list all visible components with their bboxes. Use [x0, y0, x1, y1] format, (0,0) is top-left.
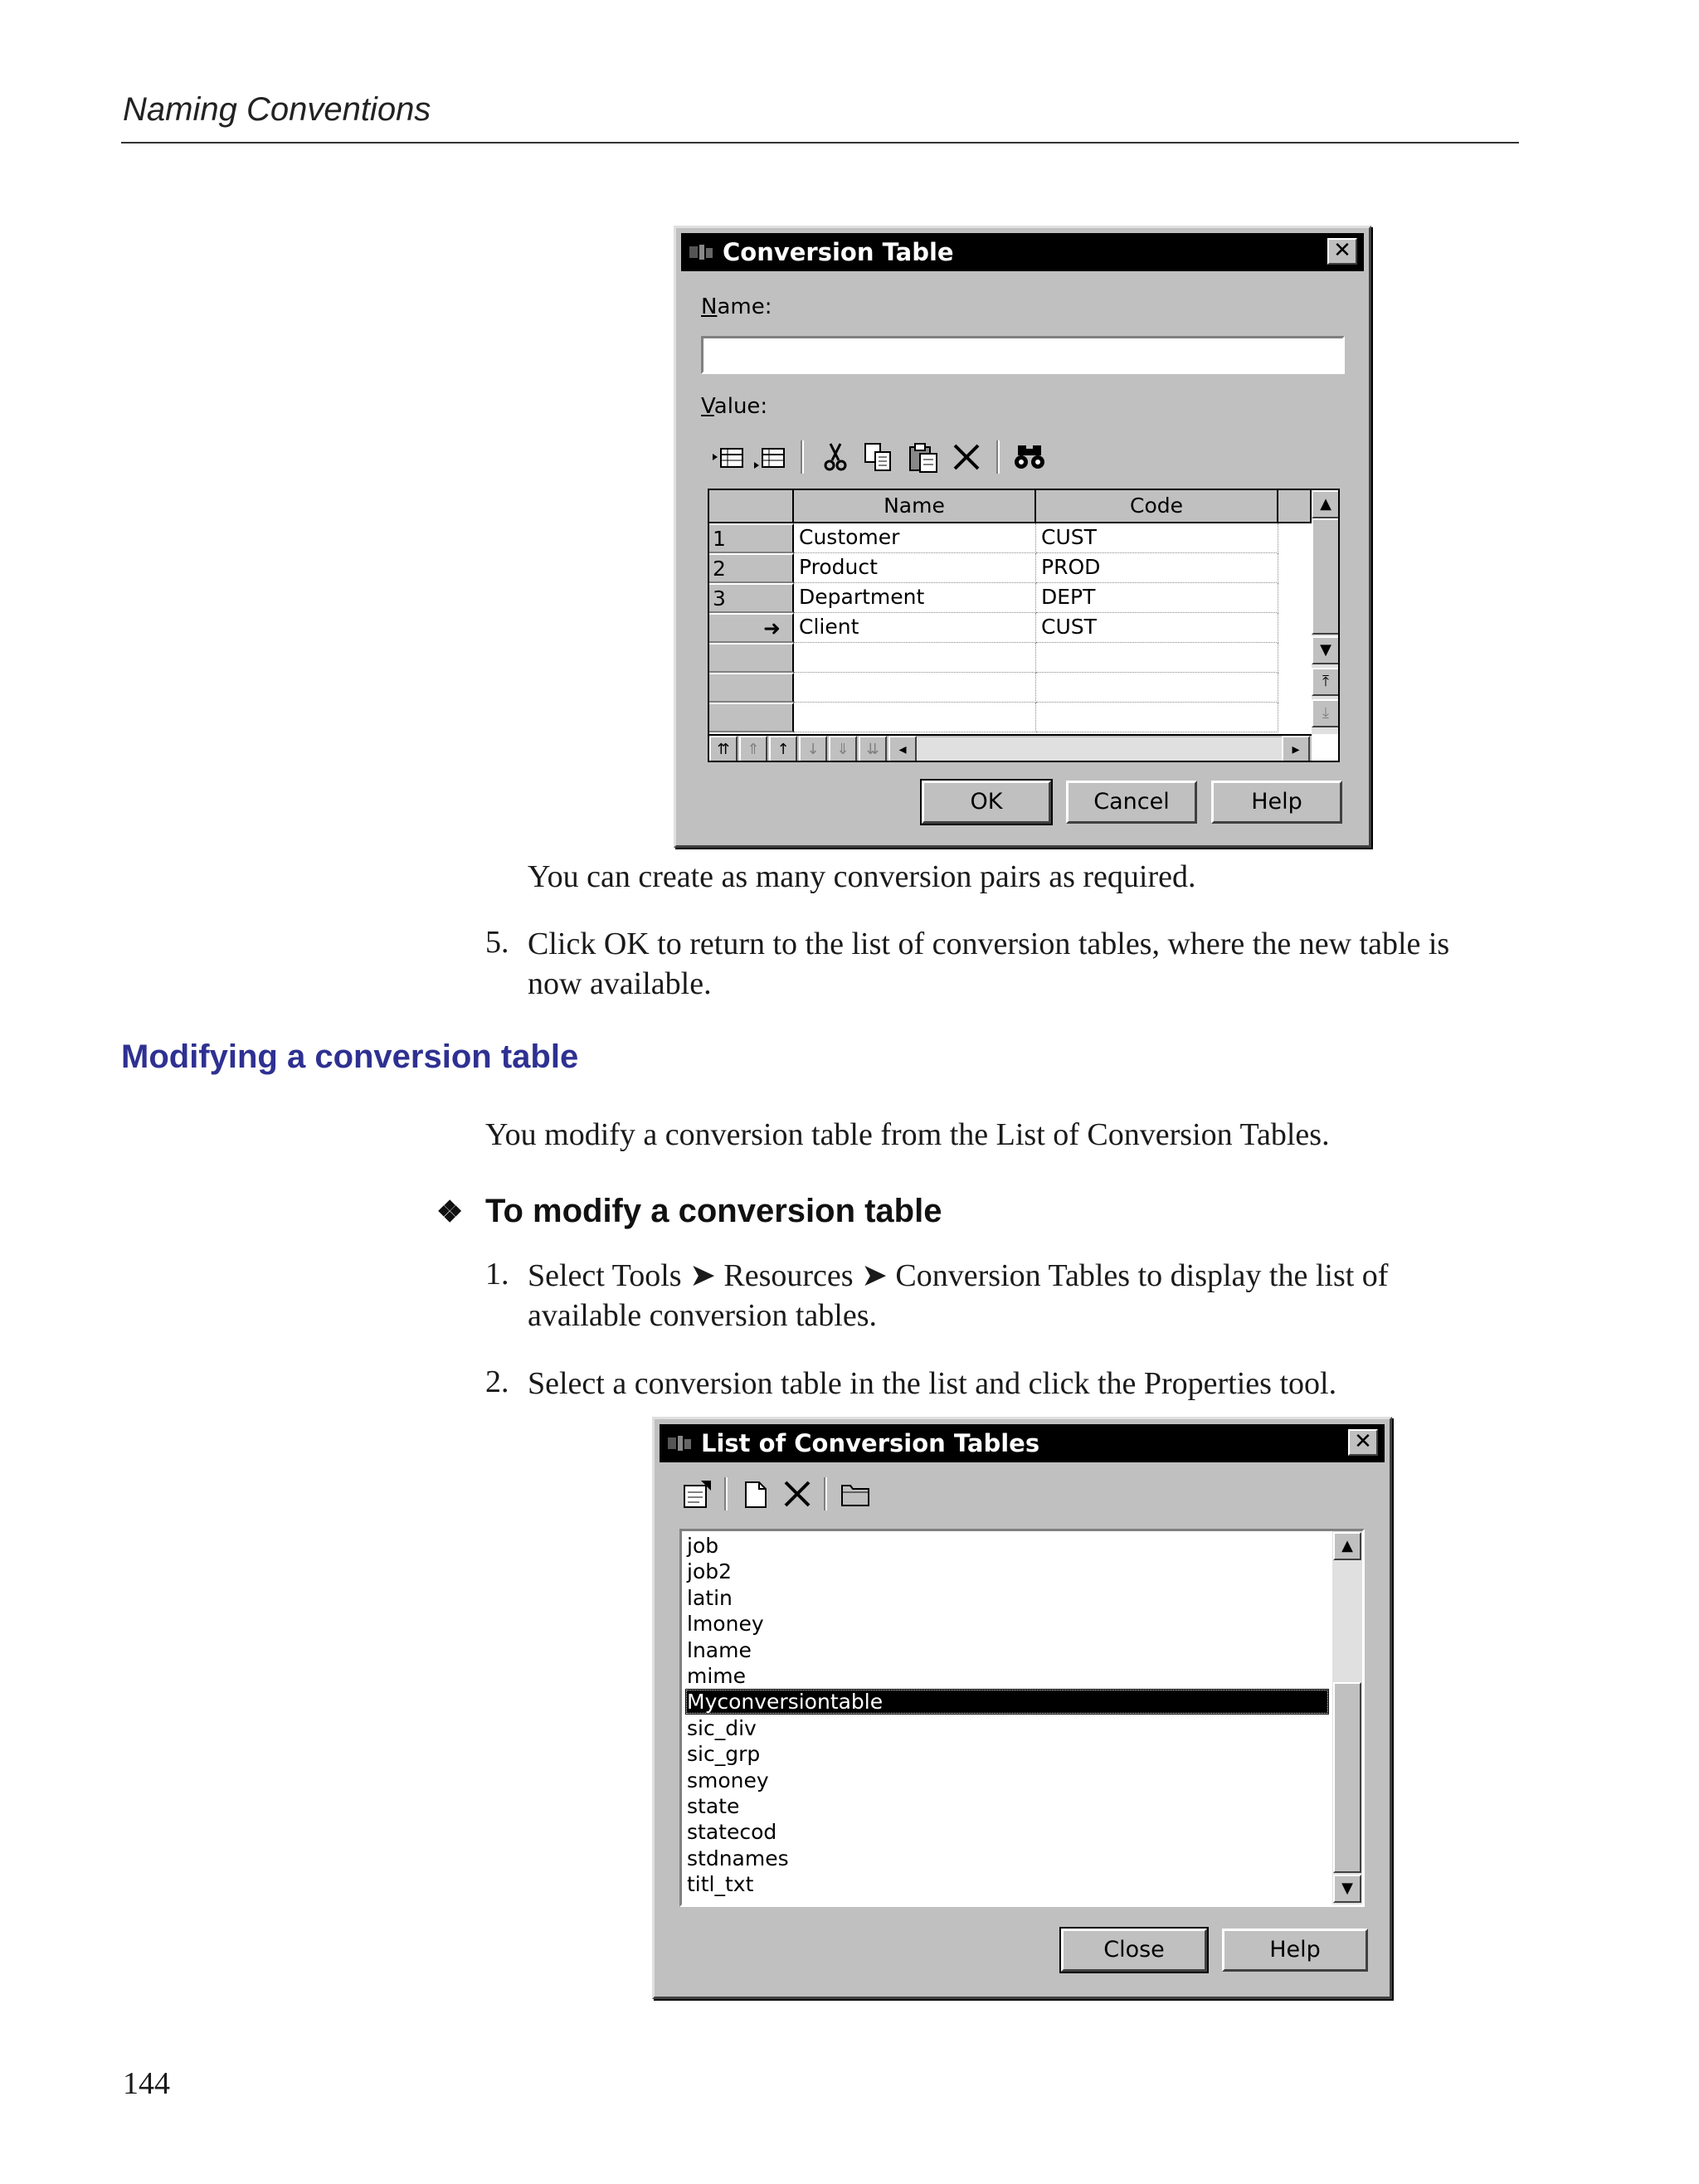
dialog-titlebar[interactable]	[681, 233, 1364, 271]
dialog-title: Conversion Table	[723, 238, 954, 266]
row-marker[interactable]: ➜	[709, 613, 794, 643]
cell-code[interactable]: CUST	[1036, 613, 1278, 643]
row-marker[interactable]: 1	[709, 523, 794, 553]
list-item[interactable]: smoney	[687, 1768, 769, 1792]
row-marker[interactable]	[709, 703, 794, 732]
cell-name[interactable]: Department	[794, 583, 1036, 613]
cell-code[interactable]	[1036, 673, 1278, 703]
row-marker[interactable]: 3	[709, 583, 794, 613]
toolbar-separator	[724, 1477, 728, 1510]
row-marker[interactable]	[709, 643, 794, 673]
cell-code[interactable]: DEPT	[1036, 583, 1278, 613]
list-item[interactable]: stdnames	[687, 1846, 789, 1870]
scroll-left-icon[interactable]: ◂	[888, 736, 917, 762]
cell-name[interactable]	[794, 703, 1036, 732]
step-2-text: Select a conversion table in the list and click the Properties tool.	[528, 1366, 1337, 1401]
conversion-grid	[708, 489, 1340, 762]
close-button[interactable]: Close	[1061, 1929, 1207, 1972]
list-item[interactable]: state	[687, 1794, 740, 1818]
procedure-heading: To modify a conversion table	[485, 1193, 942, 1229]
add-row-icon[interactable]	[752, 439, 789, 475]
dialog-titlebar[interactable]	[660, 1424, 1385, 1462]
name-field[interactable]	[701, 336, 1345, 374]
section-heading: Modifying a conversion table	[121, 1038, 579, 1075]
row-marker[interactable]: 2	[709, 553, 794, 583]
list-item[interactable]: sic_div	[687, 1715, 757, 1740]
cell-code[interactable]: CUST	[1036, 523, 1278, 553]
step-number: 5.	[485, 925, 509, 960]
scroll-right-icon[interactable]: ▸	[1282, 736, 1310, 762]
app-icon	[668, 1434, 693, 1452]
intro-paragraph: You modify a conversion table from the List of Conversion Tables.	[485, 1117, 1330, 1152]
value-label: Value:	[701, 394, 768, 419]
paste-icon[interactable]	[905, 439, 942, 475]
list-item[interactable]: lname	[687, 1637, 752, 1662]
move-top-icon[interactable]: ⤒	[1312, 668, 1340, 696]
step-5-text: Click OK to return to the list of conversion tables, where the new table is now available.	[528, 927, 1450, 1001]
page-down-icon[interactable]: ⇓	[829, 736, 857, 762]
list-item[interactable]: statecod	[687, 1820, 777, 1845]
list-item[interactable]: job	[687, 1534, 719, 1558]
cancel-button[interactable]: Cancel	[1066, 781, 1197, 824]
header-rule	[121, 142, 1519, 143]
page-up-icon[interactable]: ⇑	[739, 736, 767, 762]
running-head: Naming Conventions	[123, 91, 431, 128]
cell-name[interactable]: Customer	[794, 523, 1036, 553]
row-marker[interactable]	[709, 673, 794, 703]
column-header-code[interactable]: Code	[1036, 490, 1278, 523]
help-button[interactable]: Help	[1211, 781, 1342, 824]
list-item[interactable]: job2	[687, 1559, 733, 1584]
previous-row-icon[interactable]: ↑	[769, 736, 797, 762]
cell-code[interactable]: PROD	[1036, 553, 1278, 583]
cell-name[interactable]	[794, 643, 1036, 673]
list-item[interactable]: sic_grp	[687, 1742, 761, 1767]
step-number: 1.	[485, 1257, 509, 1291]
grid-corner-right	[1278, 490, 1312, 523]
close-icon[interactable]: ✕	[1348, 1429, 1378, 1456]
procedure-bullet: ❖	[436, 1194, 464, 1228]
new-icon[interactable]	[738, 1476, 774, 1512]
copy-icon[interactable]	[860, 439, 897, 475]
toolbar-separator	[801, 440, 804, 474]
scroll-up-icon[interactable]: ▲	[1333, 1532, 1361, 1560]
list-item[interactable]: Myconversiontable	[685, 1689, 1329, 1715]
scroll-thumb[interactable]	[1333, 1682, 1361, 1873]
list-item[interactable]: latin	[687, 1585, 733, 1610]
scroll-thumb[interactable]	[1312, 518, 1340, 635]
conversion-table-list[interactable]	[679, 1529, 1365, 1907]
cell-name[interactable]	[794, 673, 1036, 703]
name-label: Name:	[701, 294, 772, 319]
cell-name[interactable]: Client	[794, 613, 1036, 643]
delete-icon[interactable]	[779, 1476, 815, 1512]
delete-icon[interactable]	[948, 439, 985, 475]
list-item[interactable]: lmoney	[687, 1612, 764, 1637]
next-row-icon[interactable]: ↓	[799, 736, 827, 762]
scroll-down-icon[interactable]: ▼	[1333, 1875, 1361, 1903]
find-icon[interactable]	[1011, 439, 1048, 475]
insert-row-icon[interactable]	[711, 439, 747, 475]
list-of-conversion-tables-dialog	[652, 1417, 1392, 1999]
app-icon	[689, 243, 714, 261]
help-button[interactable]: Help	[1222, 1929, 1368, 1972]
conversion-table-dialog	[674, 226, 1371, 848]
toolbar-separator	[824, 1477, 827, 1510]
step-1-text: Select Tools ➤ Resources ➤ Conversion Tables to display the list of available conversion tables.	[528, 1258, 1389, 1333]
list-item[interactable]: mime	[687, 1664, 747, 1688]
grid-corner	[709, 490, 794, 523]
ok-button[interactable]: OK	[922, 781, 1051, 824]
dialog-title: List of Conversion Tables	[701, 1429, 1040, 1457]
column-header-name[interactable]: Name	[794, 490, 1036, 523]
cell-code[interactable]	[1036, 703, 1278, 732]
page-number: 144	[123, 2066, 170, 2101]
folder-icon[interactable]	[837, 1476, 874, 1512]
close-icon[interactable]: ✕	[1327, 238, 1357, 265]
first-row-icon[interactable]: ⇈	[709, 736, 738, 762]
step-number: 2.	[485, 1364, 509, 1399]
cut-icon[interactable]	[817, 439, 854, 475]
cell-name[interactable]: Product	[794, 553, 1036, 583]
move-bottom-icon[interactable]: ⤓	[1312, 699, 1340, 727]
horizontal-scrollbar[interactable]	[917, 737, 1282, 762]
paragraph: You can create as many conversion pairs as required.	[528, 859, 1196, 894]
list-item[interactable]: titl_txt	[687, 1872, 754, 1897]
properties-icon[interactable]	[679, 1476, 716, 1512]
cell-code[interactable]	[1036, 643, 1278, 673]
scroll-down-icon[interactable]: ▼	[1312, 636, 1340, 664]
scroll-up-icon[interactable]: ▲	[1312, 490, 1340, 518]
toolbar-separator	[996, 440, 1000, 474]
last-row-icon[interactable]: ⇊	[859, 736, 887, 762]
